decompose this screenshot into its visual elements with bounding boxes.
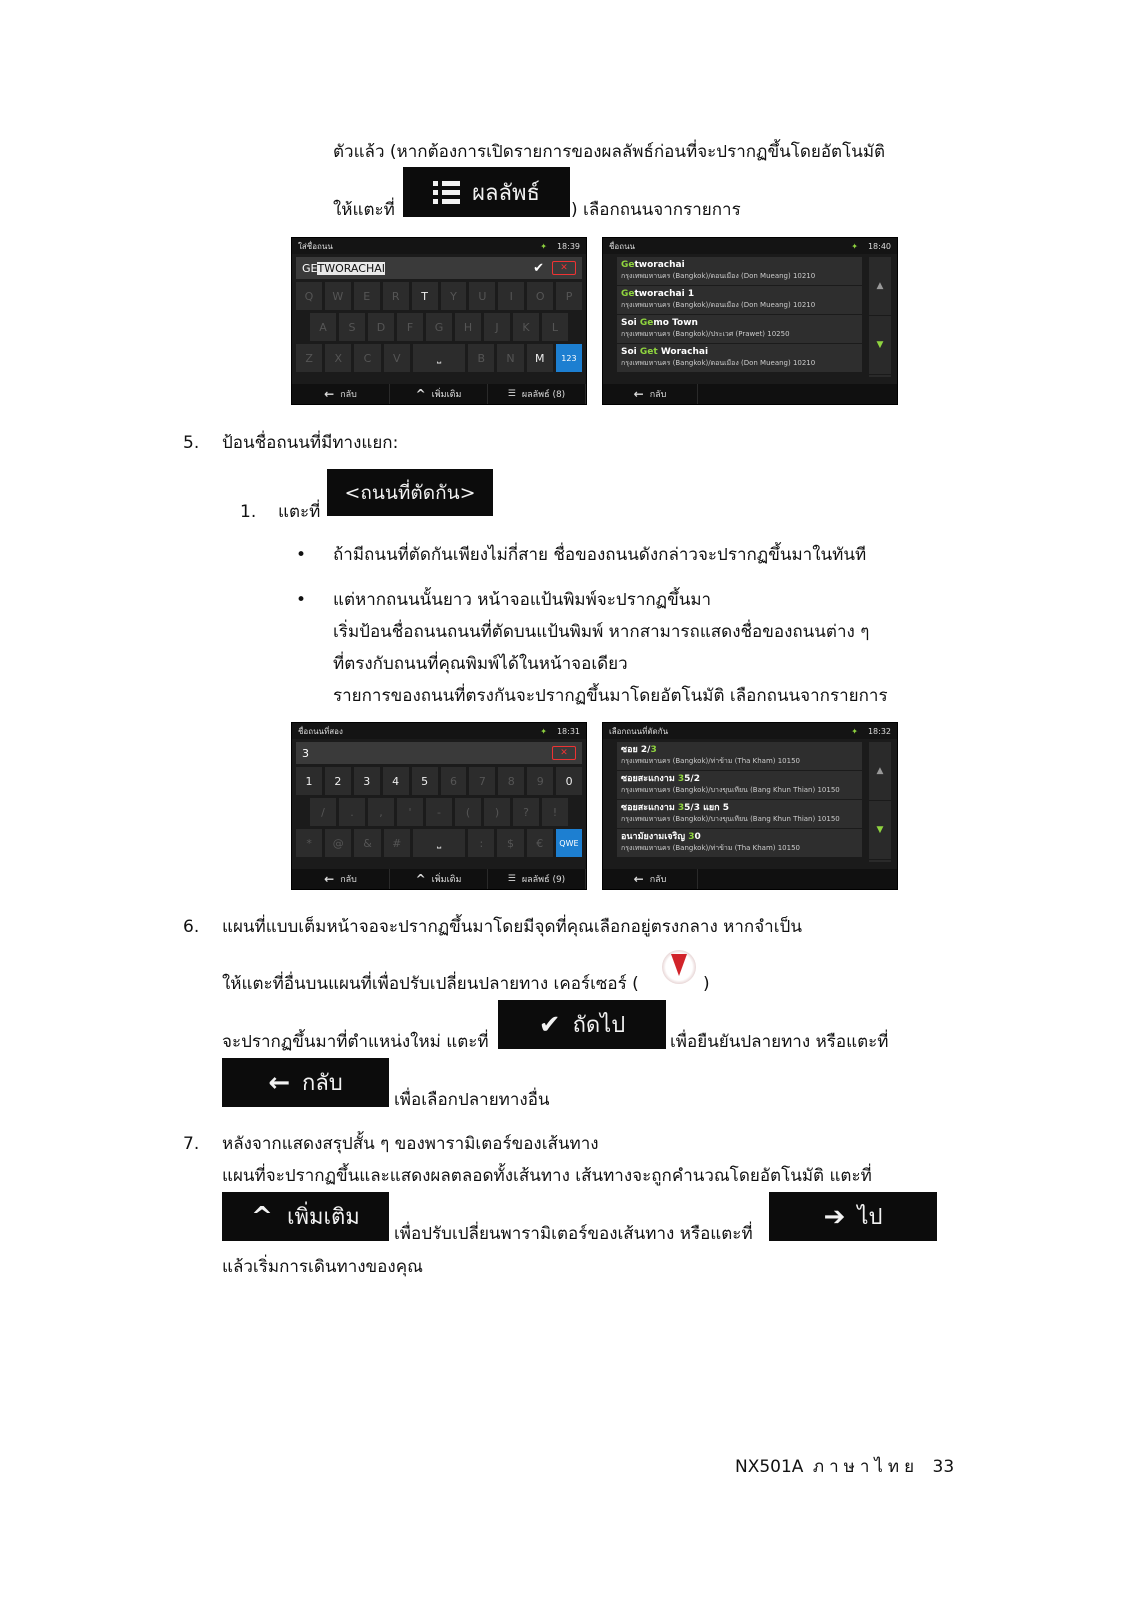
- screen-title: ชื่อถนนที่สอง: [298, 726, 343, 736]
- go-button[interactable]: [769, 1192, 937, 1241]
- list-item[interactable]: [617, 742, 862, 770]
- back-label: กลับ: [340, 875, 357, 885]
- step6-line1: แผนที่แบบเต็มหน้าจอจะปรากฏขึ้นมาโดยมีจุดที่คุณเลือกอยู่ตรงกลาง หากจำเป็น: [222, 917, 802, 937]
- results-count-button[interactable]: [488, 384, 586, 404]
- autocomplete-text: TWORACHAI: [317, 261, 385, 275]
- list-item-title: ซอยสะแกงาม 35/3 แยก 5: [621, 803, 730, 813]
- bullet-icon: •: [296, 545, 307, 565]
- key[interactable]: 5: [412, 767, 438, 795]
- step7-line3-mid: เพื่อปรับเปลี่ยนพารามิเตอร์ของเส้นทาง หรือแตะที่: [394, 1224, 753, 1244]
- bottom-bar: [603, 869, 897, 889]
- back-big-button[interactable]: [222, 1058, 389, 1107]
- key[interactable]: 0: [556, 767, 582, 795]
- step6-line4: เพื่อเลือกปลายทางอื่น: [394, 1090, 550, 1110]
- list-item-title: ซอย 2/3: [621, 745, 657, 755]
- bullet1-text: ถ้ามีถนนที่ตัดกันเพียงไม่กี่สาย ชื่อของถนนดังกล่าวจะปรากฏขึ้นมาในทันที: [333, 545, 867, 565]
- keyboard-row: [292, 344, 586, 372]
- bullet2-line4: รายการของถนนที่ตรงกันจะปรากฏขึ้นมาโดยอัตโนมัติ เลือกถนนจากรายการ: [333, 686, 888, 706]
- intro-line-2-pre: ให้แตะที่: [333, 200, 395, 220]
- key[interactable]: Q: [296, 282, 322, 310]
- list-item-subtitle: กรุงเทพมหานคร (Bangkok)/ท่าข้าม (Tha Kham) 10150: [621, 844, 800, 852]
- key[interactable]: K: [513, 313, 539, 341]
- key[interactable]: P: [556, 282, 582, 310]
- back-label: กลับ: [649, 875, 667, 885]
- key[interactable]: /: [310, 798, 336, 826]
- back-button[interactable]: [603, 869, 698, 889]
- key[interactable]: @: [325, 829, 351, 857]
- more-label: เพิ่มเติม: [431, 390, 462, 400]
- backspace-icon[interactable]: ✕: [552, 261, 576, 275]
- scrollbar[interactable]: [869, 257, 891, 377]
- key[interactable]: U: [469, 282, 495, 310]
- next-button[interactable]: [498, 1000, 666, 1049]
- key[interactable]: -: [426, 798, 452, 826]
- gps-icon: ✦: [851, 241, 858, 251]
- key[interactable]: R: [383, 282, 409, 310]
- gps-icon: ✦: [540, 241, 547, 251]
- key[interactable]: B: [468, 344, 494, 372]
- footer-model: NX501A: [735, 1457, 804, 1477]
- keyboard: [292, 282, 586, 372]
- intersecting-street-button[interactable]: <ถนนที่ตัดกัน>: [327, 469, 493, 516]
- list-item-subtitle: กรุงเทพมหานคร (Bangkok)/ประเวศ (Prawet) 10250: [621, 330, 790, 338]
- check-icon: ✔: [538, 1009, 561, 1040]
- key-space[interactable]: ⎵: [413, 829, 465, 857]
- scroll-up-icon[interactable]: ▲: [869, 742, 891, 801]
- bottom-bar: [292, 384, 586, 404]
- key[interactable]: V: [384, 344, 410, 372]
- arrow-left-icon: ←: [324, 387, 335, 401]
- screen-street-list: [602, 237, 898, 405]
- scroll-down-icon[interactable]: ▼: [869, 801, 891, 860]
- step5-text: ป้อนชื่อถนนที่มีทางแยก:: [222, 433, 399, 453]
- key[interactable]: T: [412, 282, 438, 310]
- step5-sub-text: แตะที่: [278, 502, 321, 522]
- key[interactable]: M: [527, 344, 553, 372]
- bullet2-line2: เริ่มป้อนชื่อถนนถนนที่ตัดบนแป้นพิมพ์ หากสามารถแสดงชื่อของถนนต่าง ๆ: [333, 622, 870, 642]
- key[interactable]: 8: [498, 767, 524, 795]
- step5-number: 5.: [183, 433, 200, 453]
- street-input[interactable]: [296, 257, 582, 279]
- intro-line-2-post: ) เลือกถนนจากรายการ: [571, 200, 741, 220]
- list-icon: [433, 181, 460, 204]
- key[interactable]: Z: [296, 344, 322, 372]
- key[interactable]: $: [497, 829, 523, 857]
- list-item[interactable]: [617, 829, 862, 857]
- key[interactable]: QWE: [556, 829, 582, 857]
- key[interactable]: 3: [354, 767, 380, 795]
- list-item[interactable]: [617, 344, 862, 372]
- arrow-left-icon: ←: [268, 1067, 290, 1098]
- keyboard-row: [292, 313, 586, 341]
- key[interactable]: *: [296, 829, 322, 857]
- list-item-title: อนามัยงามเจริญ 30: [621, 832, 701, 842]
- results-button-label: ผลลัพธ์: [472, 180, 540, 206]
- more-big-button[interactable]: [222, 1192, 389, 1241]
- key[interactable]: 6: [441, 767, 467, 795]
- key[interactable]: D: [368, 313, 394, 341]
- key[interactable]: S: [339, 313, 365, 341]
- screen-intersection-list: [602, 722, 898, 890]
- step7-line4: แล้วเริ่มการเดินทางของคุณ: [222, 1257, 423, 1277]
- results-count-button[interactable]: [488, 869, 586, 889]
- back-button[interactable]: [292, 384, 390, 404]
- arrow-left-icon: ←: [324, 872, 335, 886]
- cursor-pin-icon: [662, 950, 696, 984]
- results-label: ผลลัพธ์ (8): [521, 390, 566, 400]
- bullet2-line1: แต่หากถนนนั้นยาว หน้าจอแป้นพิมพ์จะปรากฏขึ้นมา: [333, 590, 712, 610]
- key-space[interactable]: ⎵: [413, 344, 465, 372]
- list-item-subtitle: กรุงเทพมหานคร (Bangkok)/ท่าข้าม (Tha Kham) 10150: [621, 757, 800, 765]
- keyboard-row: [292, 282, 586, 310]
- street-list: [617, 257, 862, 373]
- bullet-icon: •: [296, 590, 307, 610]
- list-item-title: Soi Gemo Town: [621, 318, 698, 328]
- key[interactable]: 1: [296, 767, 322, 795]
- screen-street-keyboard: [291, 237, 587, 405]
- list-item-title: Getworachai: [621, 260, 685, 270]
- list-item-title: ซอยสะแกงาม 35/2: [621, 774, 700, 784]
- list-item[interactable]: [617, 286, 862, 314]
- key[interactable]: 4: [383, 767, 409, 795]
- bullet2-line3: ที่ตรงกับถนนที่คุณพิมพ์ได้ในหน้าจอเดียว: [333, 654, 628, 674]
- more-button[interactable]: [390, 384, 488, 404]
- step7-number: 7.: [183, 1134, 200, 1154]
- list-icon: ☰: [507, 874, 516, 884]
- next-button-label: ถัดไป: [572, 1013, 626, 1038]
- status-bar: [292, 238, 586, 254]
- scroll-down-icon[interactable]: ▼: [869, 316, 891, 375]
- back-button[interactable]: [292, 869, 390, 889]
- backspace-icon[interactable]: ✕: [552, 746, 576, 760]
- footer-language: ภาษาไทย: [812, 1457, 920, 1477]
- list-item-subtitle: กรุงเทพมหานคร (Bangkok)/บางขุนเทียน (Bang Khun Thian) 10150: [621, 786, 840, 794]
- bottom-bar: [292, 869, 586, 889]
- step6-line3-pre: จะปรากฏขึ้นมาที่ตำแหน่งใหม่ แตะที่: [222, 1032, 489, 1052]
- street-list: [617, 742, 862, 858]
- chevron-up-icon: ^: [415, 872, 426, 886]
- screen-title: ใส่ชื่อถนน: [298, 241, 333, 251]
- key[interactable]: ,: [368, 798, 394, 826]
- gps-icon: ✦: [540, 726, 547, 736]
- gps-icon: ✦: [851, 726, 858, 736]
- list-item-title: Soi Get Worachai: [621, 347, 709, 357]
- step5-sub-number: 1.: [240, 502, 257, 522]
- key[interactable]: .: [339, 798, 365, 826]
- list-icon: ☰: [507, 389, 516, 399]
- key[interactable]: ?: [513, 798, 539, 826]
- key[interactable]: ): [484, 798, 510, 826]
- key[interactable]: €: [527, 829, 553, 857]
- key[interactable]: N: [497, 344, 523, 372]
- key[interactable]: 7: [469, 767, 495, 795]
- step6-line2-pre: ให้แตะที่อื่นบนแผนที่เพื่อปรับเปลี่ยนปลายทาง เคอร์เซอร์ (: [222, 974, 639, 994]
- key[interactable]: A: [310, 313, 336, 341]
- arrow-left-icon: ←: [633, 872, 644, 886]
- scroll-up-icon[interactable]: ▲: [869, 257, 891, 316]
- key[interactable]: F: [397, 313, 423, 341]
- key[interactable]: &: [354, 829, 380, 857]
- key[interactable]: O: [527, 282, 553, 310]
- clock: 18:32: [867, 726, 891, 736]
- list-item[interactable]: [617, 771, 862, 799]
- back-label: กลับ: [649, 390, 667, 400]
- key[interactable]: L: [542, 313, 568, 341]
- key[interactable]: H: [455, 313, 481, 341]
- typed-text: 3: [302, 746, 309, 760]
- list-item-subtitle: กรุงเทพมหานคร (Bangkok)/ดอนเมือง (Don Mueang) 10210: [621, 301, 816, 309]
- keyboard-row: [292, 798, 586, 826]
- list-item-subtitle: กรุงเทพมหานคร (Bangkok)/ดอนเมือง (Don Mueang) 10210: [621, 272, 816, 280]
- key[interactable]: C: [354, 344, 380, 372]
- screen-second-street-keyboard: [291, 722, 587, 890]
- key[interactable]: W: [325, 282, 351, 310]
- check-icon[interactable]: ✔: [533, 260, 544, 276]
- arrow-right-icon: ➔: [823, 1201, 846, 1232]
- go-button-label: ไป: [857, 1205, 883, 1230]
- status-bar: [292, 723, 586, 739]
- more-button[interactable]: [390, 869, 488, 889]
- bottom-bar-spacer: [698, 869, 897, 889]
- street-input[interactable]: [296, 742, 582, 764]
- key[interactable]: (: [455, 798, 481, 826]
- key[interactable]: I: [498, 282, 524, 310]
- results-button[interactable]: [403, 167, 570, 217]
- back-big-button-label: กลับ: [302, 1071, 343, 1096]
- status-bar: [603, 723, 897, 739]
- key[interactable]: 2: [325, 767, 351, 795]
- step6-number: 6.: [183, 917, 200, 937]
- bottom-bar: [603, 384, 897, 404]
- results-label: ผลลัพธ์ (9): [521, 875, 566, 885]
- more-big-button-label: เพิ่มเติม: [286, 1205, 360, 1230]
- chevron-up-icon: ^: [415, 387, 426, 401]
- key[interactable]: Y: [441, 282, 467, 310]
- key[interactable]: J: [484, 313, 510, 341]
- list-item-title: Getworachai 1: [621, 289, 695, 299]
- step6-line2-post: ): [703, 974, 710, 994]
- keyboard-row: [292, 829, 586, 857]
- list-item[interactable]: [617, 257, 862, 285]
- list-item-subtitle: กรุงเทพมหานคร (Bangkok)/ดอนเมือง (Don Mueang) 10210: [621, 359, 816, 367]
- key[interactable]: #: [384, 829, 410, 857]
- keyboard-row: [292, 767, 586, 795]
- list-item[interactable]: [617, 315, 862, 343]
- step7-line2: แผนที่จะปรากฏขึ้นและแสดงผลตลอดทั้งเส้นทาง เส้นทางจะถูกคำนวณโดยอัตโนมัติ แตะที่: [222, 1166, 872, 1186]
- clock: 18:31: [556, 726, 580, 736]
- chevron-up-icon: ^: [251, 1201, 273, 1232]
- list-item[interactable]: [617, 800, 862, 828]
- list-item-subtitle: กรุงเทพมหานคร (Bangkok)/บางขุนเทียน (Bang Khun Thian) 10150: [621, 815, 840, 823]
- keyboard: [292, 767, 586, 857]
- key[interactable]: E: [354, 282, 380, 310]
- key[interactable]: 9: [527, 767, 553, 795]
- typed-text: GE: [302, 261, 318, 275]
- arrow-left-icon: ←: [633, 387, 644, 401]
- intro-line-1: ตัวแล้ว (หากต้องการเปิดรายการของผลลัพธ์ก่อนที่จะปรากฏขึ้นโดยอัตโนมัติ: [333, 142, 886, 162]
- bottom-bar-spacer: [698, 384, 897, 404]
- scrollbar[interactable]: [869, 742, 891, 862]
- key[interactable]: ': [397, 798, 423, 826]
- key[interactable]: X: [325, 344, 351, 372]
- more-label: เพิ่มเติม: [431, 875, 462, 885]
- page-footer: [735, 1456, 954, 1478]
- footer-page-number: 33: [932, 1457, 955, 1477]
- step7-line1: หลังจากแสดงสรุปสั้น ๆ ของพารามิเตอร์ของเส้นทาง: [222, 1134, 599, 1154]
- key[interactable]: :: [468, 829, 494, 857]
- step6-line3-post: เพื่อยืนยันปลายทาง หรือแตะที่: [670, 1032, 889, 1052]
- back-label: กลับ: [340, 390, 357, 400]
- key[interactable]: G: [426, 313, 452, 341]
- screen-title: เลือกถนนที่ตัดกัน: [609, 726, 669, 736]
- clock: 18:40: [867, 241, 891, 251]
- screen-title: ชื่อถนน: [609, 241, 636, 251]
- key[interactable]: !: [542, 798, 568, 826]
- clock: 18:39: [556, 241, 580, 251]
- key[interactable]: 123: [556, 344, 582, 372]
- status-bar: [603, 238, 897, 254]
- back-button[interactable]: [603, 384, 698, 404]
